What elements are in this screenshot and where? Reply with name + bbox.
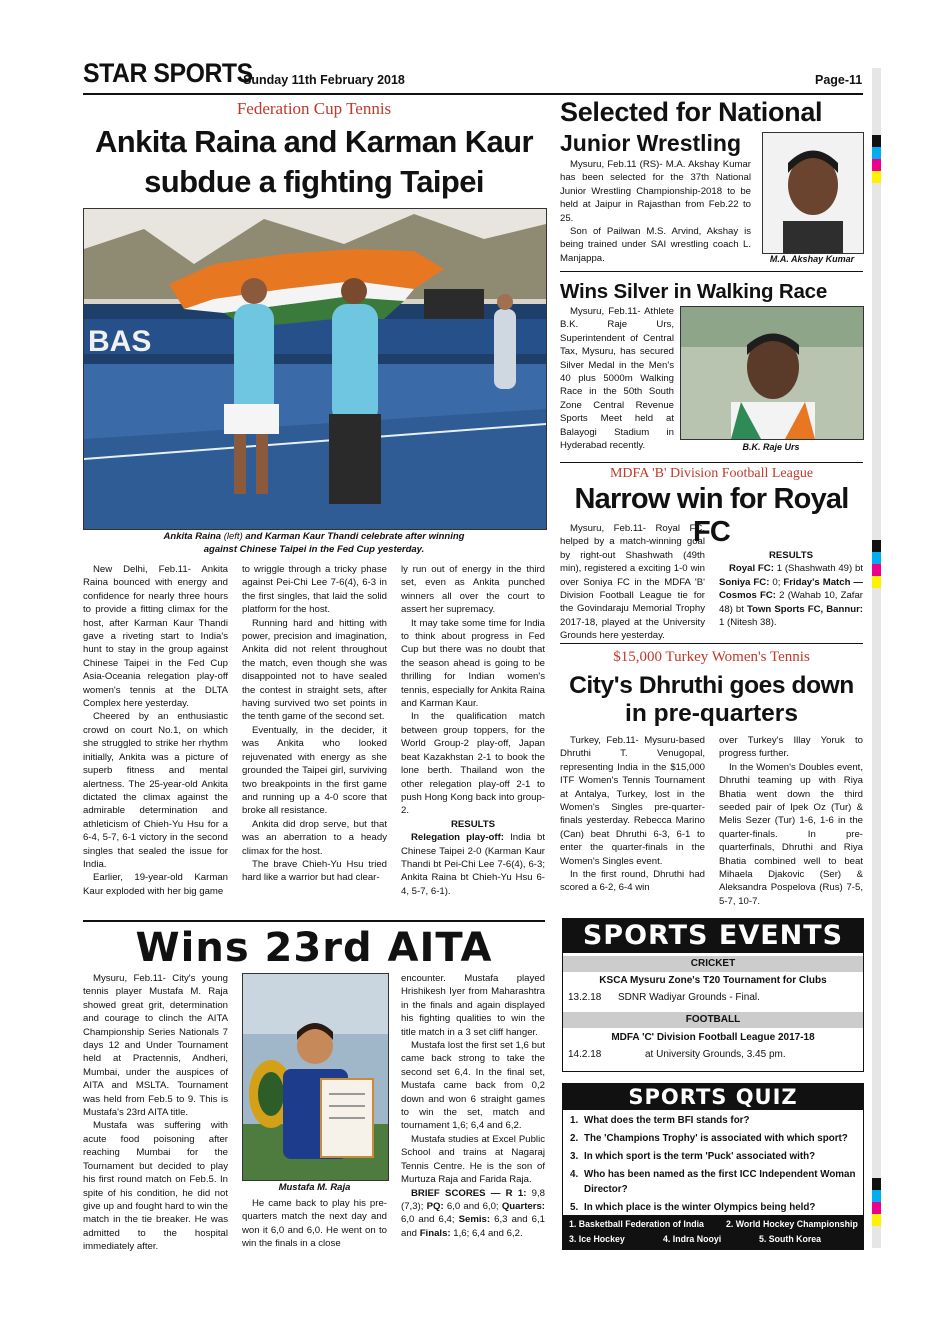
football-col-2 [719,549,863,629]
score-label: Semis: [458,1214,491,1226]
paragraph: Earlier, 19-year-old Karman Kaur exploded with her big game [83,872,228,897]
fed-cup-headline-2: subdue a fighting Taipei [144,164,484,199]
paragraph: In the first round, Dhruthi had scored a 6-2, 6-4 win [560,869,705,894]
question-number: 5. [570,1202,579,1213]
brief-scores [401,1187,545,1241]
football-heading: FOOTBALL [563,1012,863,1028]
mustafa-photo [242,973,389,1181]
football-kicker: MDFA 'B' Division Football League [609,466,814,481]
paragraph: Son of Pailwan M.S. Arvind, Akshay is being trained under SAI wrestling coach L. Manjappa. [560,226,751,264]
fed-cup-col-3 [401,563,545,898]
score-text: 2 (Wahab 10, Zafar 48) bt [719,590,864,615]
aita-headline: Wins 23rd AITA [135,925,493,971]
sports-quiz-box [562,1083,864,1250]
walking-headline: Wins Silver in Walking Race [560,280,828,303]
cricket-heading: CRICKET [563,956,863,972]
aita-col-1 [83,972,228,1254]
registration-yellow [872,576,881,588]
results-heading: RESULTS [450,818,496,830]
football-col-1 [560,522,705,643]
fed-cup-kicker: Federation Cup Tennis [236,99,392,118]
wrestling-headline-2: Junior Wrestling [560,130,742,156]
score-label: Finals: [419,1227,451,1239]
paragraph: He came back to play his pre-quarters match the next day and won it 6,0 and 6,0. He went on to win the finals in a close [242,1198,387,1250]
score-text: 1 (Shashwath 49) bt [773,563,863,575]
players-celebrating-image [84,209,546,529]
team-name: Town Sports FC, Bannur: [746,603,864,615]
question-text: What does the term BFI stands for? [584,1115,750,1126]
fed-cup-photo-caption [83,530,545,556]
paragraph: Mustafa was suffering with acute food poisoning after reaching Mumbai for the Tournament but decided to play his first round match on Feb.5. In spite of his condition, he did not give up and fought hard to win the match in the tie breaker. He was admitted to the hospital immediately after. [83,1120,228,1253]
results-paragraph [401,831,545,898]
aita-col-3 [401,972,545,1240]
quiz-question [570,1149,858,1164]
answer: 2. World Hockey Championship [726,1219,858,1229]
registration-black [872,1178,881,1190]
registration-black [872,540,881,552]
results-paragraph [719,562,863,629]
quiz-questions [570,1113,858,1218]
registration-black [872,135,881,147]
caption-line2: against Chinese Taipei in the Fed Cup yesterday. [203,544,425,555]
registration-magenta [872,159,881,171]
mustafa-caption: Mustafa M. Raja [278,1182,351,1193]
quiz-question [570,1200,858,1215]
registration-magenta [872,1202,881,1214]
fed-cup-photo [83,208,547,530]
score-text: 6,3 and 6,1 and [401,1214,545,1239]
paragraph: Cheered by an enthusiastic crowd on court No.1, on which she struggled to strike her rhythm initially, Ankita was a picture of superb fitness and mental alertness. The 25-year-old Ankita dictated the climax against the admirable determination and athleticism of Chieh-Yu Hsu for a 6-4, 5-7, 6-1 victory in the second singles that sealed the issue for India. [83,711,228,870]
results-heading: RESULTS [768,550,814,561]
fed-cup-headline-1: Ankita Raina and Karman Kaur [95,124,533,159]
paragraph: Mysuru, Feb.11- City's young tennis player Mustafa M. Raja showed great grit, determination and courage to clinch the AITA Championship Series Nationals 7 days 12 and Under Tournament held at Practennis, Andheri, Mumbai, under the auspices of AITA and MSLTA. Tournament was held from Feb.5 to 9. This is Mustafa's 23rd AITA title. [83,973,228,1119]
football-date: 14.2.18 [568,1049,602,1060]
results-label: Relegation play-off: [411,832,504,844]
wrestler-portrait-image [763,133,863,253]
answer: 4. Indra Nooyi [663,1234,722,1244]
question-number: 2. [570,1133,579,1144]
question-number: 1. [570,1115,579,1126]
cricket-event: KSCA Mysuru Zone's T20 Tournament for Clubs [599,975,827,986]
paragraph: It may take some time for India to think about progress in Fed Cup but there was no doubt that the season ahead is going to be thrilling for Indian women's tennis, especially for Ankita Raina and Karman Kaur. [401,617,545,710]
issue-date: Sunday 11th February 2018 [243,73,405,87]
answer: 5. South Korea [759,1234,822,1244]
wrestler-photo [762,132,864,254]
svg-text:BAS: BAS [88,325,152,358]
score-text: 6,0 and 6,4; [401,1214,459,1226]
team-name: Friday's Match — Cosmos FC: [719,576,863,602]
wrestling-body [560,158,751,265]
cricket-date: 13.2.18 [568,992,602,1003]
score-text: 1,6; 6,4 and 6,2. [450,1227,523,1239]
quiz-title: SPORTS QUIZ [563,1084,863,1110]
football-headline: Narrow win for Royal FC [574,483,849,548]
score-text: 9,8 (7,3); [401,1187,545,1212]
paragraph: to wriggle through a tricky phase against Pei-Chi Lee 7-6(4), 6-3 in the first singles, that laid the solid platform for the host. [242,564,387,616]
caption-rest: and Karman Kaur Thandi celebrate after winning [242,531,465,542]
header-rule [83,93,863,95]
aita-col-2 [242,1197,387,1251]
paragraph: Ankita did drop serve, but that was an aberration to a heady climax for the host. [242,818,387,857]
dhruthi-headline-2: in pre-quarters [625,700,798,727]
paragraph: over Turkey's Illay Yoruk to progress further. [719,735,863,760]
question-number: 4. [570,1169,579,1180]
divider [83,920,545,922]
quiz-question [570,1167,858,1197]
divider [560,643,863,644]
paragraph: New Delhi, Feb.11- Ankita Raina bounced with energy and confidence for nearly three hours to provide a fitting climax for the host, after Karman Kaur Thandi gave a riveting start to India's hunt to stay in the group against Chinese Taipei in the Fed Cup Asia-Oceania relegation play-off women's tennis at the DLTA Complex here yesterday. [83,564,228,710]
registration-magenta [872,564,881,576]
dhruthi-kicker: $15,000 Turkey Women's Tennis [613,649,810,665]
paragraph: In the Women's Doubles event, Dhruthi teaming up with Riya Bhatia went down the third seeded pair of Ipek Oz (Tur) & Melis Sezer (Tur) 1-6, 1-6 in the quarter-finals. In pre-quarterfinals, Dhruthi and Riya Bhatia combined well to beat Mihaela Djakovic (Ser) & Aleksandra Pospelova (Rus) 7-5, 5-7, 10-7. [719,761,863,907]
dhruthi-headline-1: City's Dhruthi goes down [569,672,854,699]
mustafa-trophy-image [243,974,388,1180]
raje-urs-caption: B.K. Raje Urs [742,442,800,452]
sports-events-box [562,918,864,1072]
divider [560,271,863,272]
quiz-question [570,1131,858,1146]
events-title: SPORTS EVENTS [563,919,863,953]
paragraph: Mysuru, Feb.11- Royal FC, helped by a match-winning goal by right-out Shashwath (49th min), registered a exciting 1-0 win over Soniya FC in the MDFA 'B' Division Football League tie for the Govindaraju Memorial Trophy 2017-18, played at the University Grounds here yesterday. [560,523,705,642]
dhruthi-col-2 [719,734,863,908]
score-label: PQ: [426,1200,444,1212]
page-number: Page-11 [815,73,863,87]
answer: 1. Basketball Federation of India [569,1219,704,1229]
paragraph: In the qualification match between group toppers, for the World Group-2 play-off, Japan beat Kazakhstan 2-1 to book the lone berth. Thailand won the other relegation play-off 2-1 to push Hong Kong back into group-2. [401,711,545,817]
quiz-answers [563,1215,863,1249]
score-text: 1 (Nitesh 38). [719,617,777,629]
caption-name: Ankita Raina [163,531,222,542]
registration-yellow [872,1214,881,1226]
margin-bar [872,68,881,1248]
fed-cup-col-2 [242,563,387,885]
paragraph: Mustafa lost the first set 1,6 but came back strong to take the second set 6,4. In the final set, Mustafa came back from 0,2 down and won 6 straight games to win the set, match and tournament 1,6; 6,4 and 6,2. [401,1040,545,1132]
registration-cyan [872,552,881,564]
paragraph: encounter. Mustafa played Hrishikesh Iyer from Maharashtra in the finals and again displayed his fighting qualities to win the title match in a 3 set cliff hanger. [401,973,545,1038]
caption-paren: (left) [223,531,243,542]
walking-body [560,305,674,452]
athlete-portrait-image [681,307,863,439]
score-label: Quarters: [501,1200,545,1212]
registration-cyan [872,1190,881,1202]
football-detail: at University Grounds, 3.45 pm. [645,1049,786,1060]
masthead: STAR SPORTS [83,58,253,88]
paragraph: Mysuru, Feb.11 (RS)- M.A. Akshay Kumar has been selected for the 37th National Junior Wrestling Championship-2018 to be held at Jaipur in Rajasthan from Feb.22 to 25. [560,159,751,224]
score-text: 0; [769,576,784,588]
registration-cyan [872,147,881,159]
question-text: The 'Champions Trophy' is associated with which sport? [584,1133,848,1144]
wrestler-caption: M.A. Akshay Kumar [769,254,855,264]
dhruthi-col-1 [560,734,705,895]
paragraph: ly run out of energy in the third set, even as Ankita punched winners all over the court to assert her supremacy. [401,564,545,616]
results-text: India bt Chinese Taipei 2-0 (Karman Kaur Thandi bt Pei-Chi Lee 7-6(4), 6-3; Ankita Raina bt Chieh-Yu Hsu 6-4, 5-7, 6-1). [401,832,545,897]
question-number: 3. [570,1151,579,1162]
question-text: In which place is the winter Olympics being held? [584,1202,816,1213]
divider [560,462,863,463]
quiz-question [570,1113,858,1128]
paragraph: Mustafa studies at Excel Public School and trains at Nagaraj Tennis Centre. He is the son of Murtuza Raja and Farida Raja. [401,1133,545,1186]
question-text: Who has been named as the first ICC Independent Woman Director? [584,1169,856,1195]
score-label: BRIEF SCORES — R 1: [411,1187,527,1199]
paragraph: Running hard and hitting with power, precision and imagination, Ankita did not relent throughout the match, even though she was disappointed not to have sealed the contest in straight sets, after having survived two set points in the tenth game of the second set. [242,617,387,723]
football-event: MDFA 'C' Division Football League 2017-18 [611,1032,815,1043]
paragraph: Turkey, Feb.11- Mysuru-based Dhruthi T. Venugopal, representing India in the $15,000 ITF Women's Tennis Tournament at Antalya, Turkey, lost in the Women's Singles pre-quarter-finals yesterday. Rebecca Marino (Can) beat Dhruthi 6-3, 6-1 to enter the quarter-finals in the Women's Singles event. [560,735,705,867]
registration-yellow [872,171,881,183]
paragraph: Eventually, in the decider, it was Ankita who looked rejuvenated with energy as she grounded the Taipei girl, surviving two breakpoints in the first game and running up a 4-0 score that broke all resistance. [242,724,387,817]
score-text: 6,0 and 6,0; [443,1200,502,1212]
fed-cup-col-1 [83,563,228,898]
paragraph: The brave Chieh-Yu Hsu tried hard like a warrior but had clear- [242,858,387,884]
answer: 3. Ice Hockey [569,1234,625,1244]
wrestling-headline-1: Selected for National [560,97,823,127]
paragraph: Mysuru, Feb.11- Athlete B.K. Raje Urs, Superintendent of Central Tax, Mysuru, has secured Silver Medal in the Men's 40 plus 5000m Walking Race in the 50th South Zone Central Revenue Sports Meet held at Balayogi Stadium in Hyderabad recently. [560,306,674,452]
team-name: Soniya FC: [719,576,770,588]
raje-urs-photo [680,306,864,440]
cricket-detail: SDNR Wadiyar Grounds - Final. [618,992,760,1003]
question-text: In which sport is the term 'Puck' associated with? [584,1151,816,1162]
team-name: Royal FC: [729,563,774,575]
